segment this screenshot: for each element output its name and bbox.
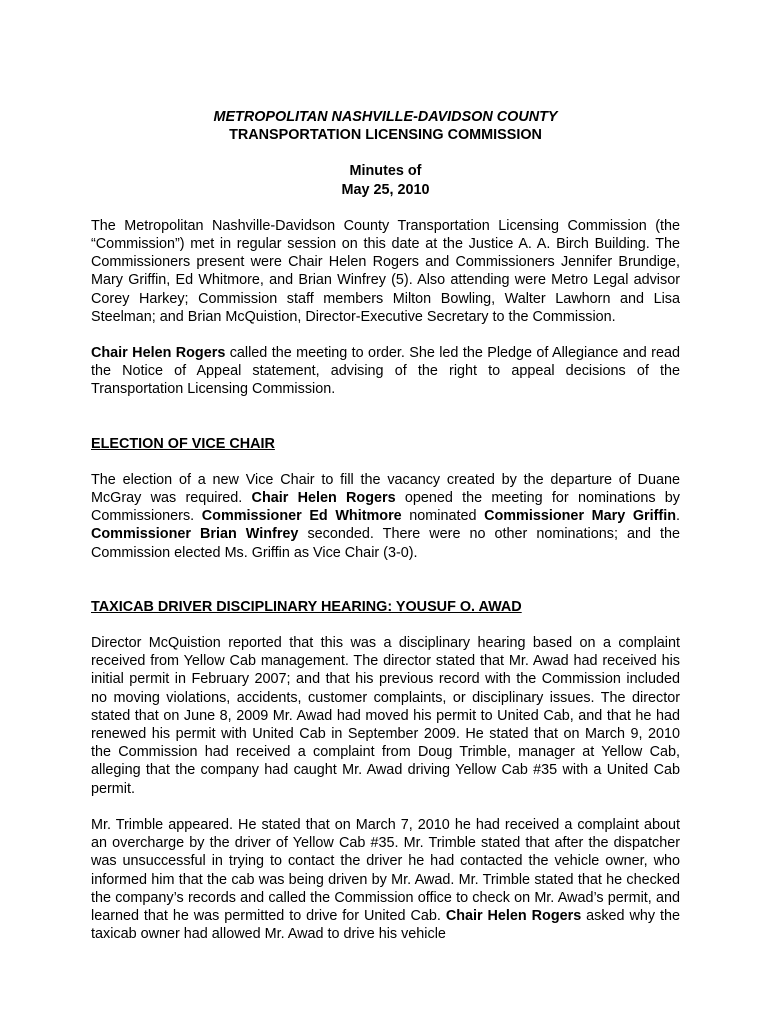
document-body xyxy=(91,108,680,943)
meeting-date: May 25, 2010 xyxy=(341,181,430,198)
opening-paragraph xyxy=(91,344,680,399)
header-line-2: TRANSPORTATION LICENSING COMMISSION xyxy=(229,127,542,144)
vc-text-2: opened the meeting for nominations by Commissioners. xyxy=(91,490,680,525)
opening-text: called the meeting to order. She led the Pledge of Allegiance and read the Notice of Appeal statement, advising of the right to appeal decisions of the Transportation Licensing Commission. xyxy=(91,345,680,398)
vc-bold-2: Commissioner Ed Whitmore xyxy=(201,508,402,525)
chair-name: Chair Helen Rogers xyxy=(91,345,226,362)
minutes-label: Minutes of xyxy=(349,163,422,180)
vc-text-3: nominated xyxy=(401,508,485,525)
hearing-p2-text: Mr. Trimble appeared. He stated that on March 7, 2010 he had received a complaint about an overcharge by the driver of Yellow Cab #35. Mr. Trimble stated that after the dispatcher was unsuccessful in trying to contact the driver he had contacted the vehicle owner, who informed him that the cab was being driven by Mr. Awad. Mr. Trimble stated that he checked the company’s records and called the Commission office to check on Mr. Awad’s permit, and learned that he was permitted to drive for United Cab. xyxy=(91,816,680,924)
vice-chair-paragraph xyxy=(91,471,680,562)
vc-text-1: The election of a new Vice Chair to fill the vacancy created by the departure of Duane McGray was required. xyxy=(91,471,680,507)
vc-bold-3: Commissioner Mary Griffin xyxy=(484,508,677,525)
hearing-p2-bold: Chair Helen Rogers xyxy=(445,907,582,924)
intro-paragraph: The Metropolitan Nashville-Davidson County Transportation Licensing Commission (the “Commission”) met in regular session on this date at the Justice A. A. Birch Building. The Commissioners present were Chair Helen Rogers and Commissioners Jennifer Brundige, Mary Griffin, Ed Whitmore, and Brian Winfrey (5). Also attending were Metro Legal advisor Corey Harkey; Commission staff members Milton Bowling, Walter Lawhorn and Lisa Steelman; and Brian McQuistion, Director-Executive Secretary to the Commission. xyxy=(91,217,680,325)
header-line-1: METROPOLITAN NASHVILLE-DAVIDSON COUNTY xyxy=(213,109,558,125)
hearing-paragraph-1: Director McQuistion reported that this was a disciplinary hearing based on a complaint received from Yellow Cab management. The director stated that Mr. Awad had received his initial permit in February 2007; and that his previous record with the Commission included no moving violations, accidents, customer complaints, or disciplinary issues. The director stated that on June 8, 2009 Mr. Awad had moved his permit to United Cab, and that he had renewed his permit with United Cab in September 2009. He stated that on March 9, 2010 the Commission had received a complaint from Doug Trimble, manager at Yellow Cab, alleging that the company had caught Mr. Awad driving Yellow Cab #35 with a United Cab permit. xyxy=(91,635,680,797)
section-heading-disciplinary-hearing: TAXICAB DRIVER DISCIPLINARY HEARING: YOUSUF O. AWAD xyxy=(91,598,522,615)
hearing-paragraph-2 xyxy=(91,816,680,943)
vc-text-4: . xyxy=(676,508,681,525)
section-heading-vice-chair: ELECTION OF VICE CHAIR xyxy=(91,435,275,452)
hearing-p2-tail: asked why the taxicab owner had allowed Mr. Awad to drive his vehicle xyxy=(91,907,680,943)
vc-bold-4: Commissioner Brian Winfrey xyxy=(91,526,299,543)
vc-text-5: seconded. There were no other nominations; and the Commission elected Ms. Griffin as Vice Chair (3-0). xyxy=(91,526,681,561)
vc-bold-1: Chair Helen Rogers xyxy=(251,490,396,507)
